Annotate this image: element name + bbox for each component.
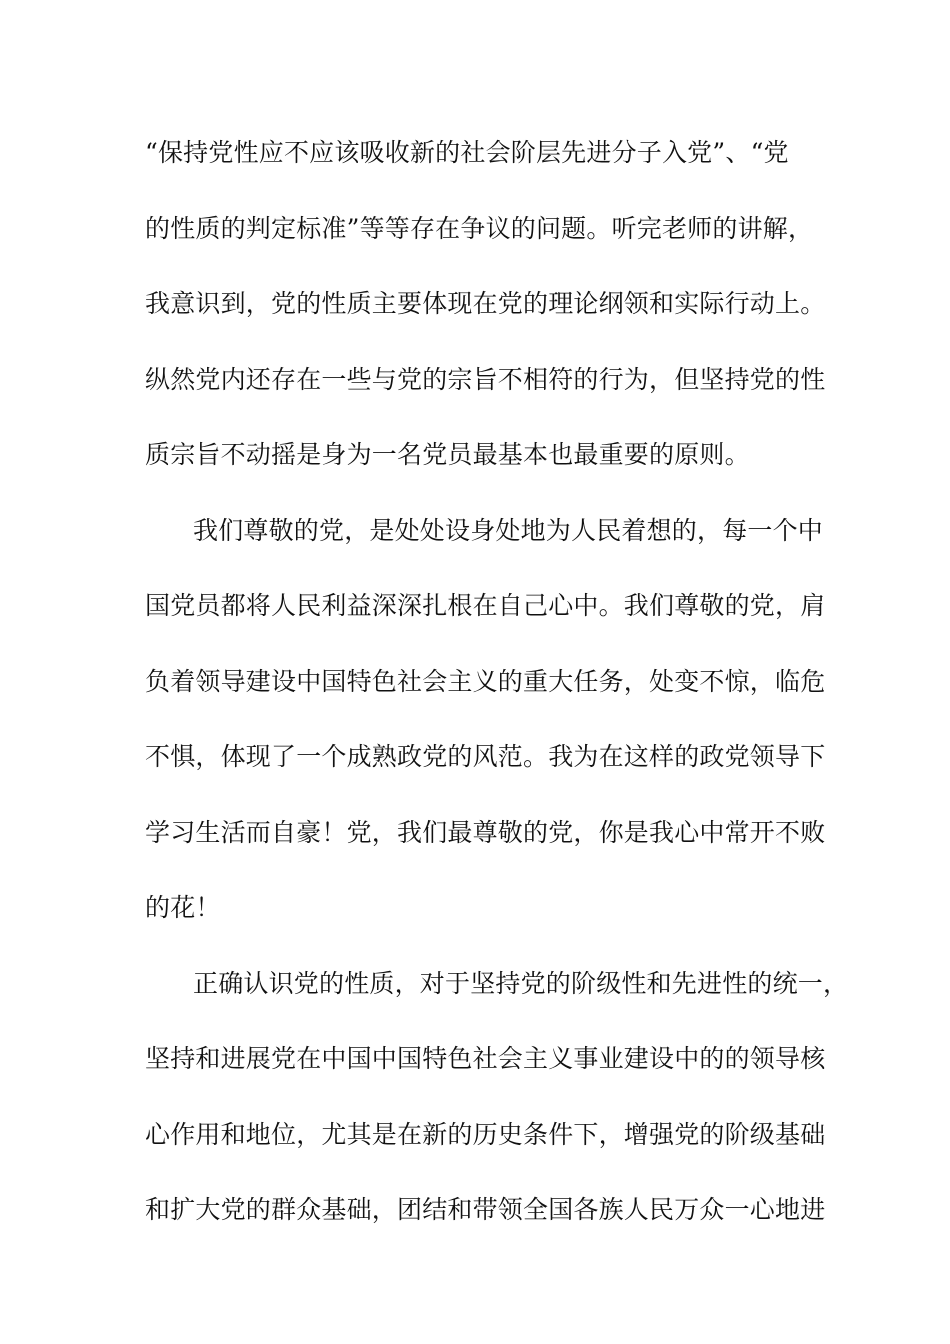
text-line: 学习生活而自豪！党，我们最尊敬的党，你是我心中常开不败 <box>145 817 826 847</box>
paragraph-start-line: 我们尊敬的党，是处处设身处地为人民着想的，每一个中 <box>193 515 824 545</box>
text-line: 不惧，体现了一个成熟政党的风范。我为在这样的政党领导下 <box>145 742 826 771</box>
text-line: 我意识到，党的性质主要体现在党的理论纲领和实际行动上。 <box>145 289 826 318</box>
text-line: 和扩大党的群众基础，团结和带领全国各族人民万众一心地进 <box>145 1195 826 1224</box>
document-body <box>145 127 849 1260</box>
text-line: 心作用和地位，尤其是在新的历史条件下，增强党的阶级基础 <box>145 1119 826 1149</box>
text-line: 的花！ <box>145 893 221 922</box>
text-line: 的性质的判定标准”等等存在争议的问题。听完老师的讲解， <box>145 213 814 243</box>
text-line: “保持党性应不应该吸收新的社会阶层先进分子入党”、“党 <box>145 138 789 167</box>
paragraph-start-line: 正确认识党的性质，对于坚持党的阶级性和先进性的统一， <box>193 968 849 998</box>
text-line: 坚持和进展党在中国中国特色社会主义事业建设中的的领导核 <box>145 1044 826 1073</box>
text-line: 纵然党内还存在一些与党的宗旨不相符的行为，但坚持党的性 <box>145 364 826 394</box>
text-line: 质宗旨不动摇是身为一名党员最基本也最重要的原则。 <box>145 440 750 469</box>
text-line: 负着领导建设中国特色社会主义的重大任务，处变不惊，临危 <box>145 666 826 696</box>
text-line: 国党员都将人民利益深深扎根在自己心中。我们尊敬的党，肩 <box>145 591 826 620</box>
